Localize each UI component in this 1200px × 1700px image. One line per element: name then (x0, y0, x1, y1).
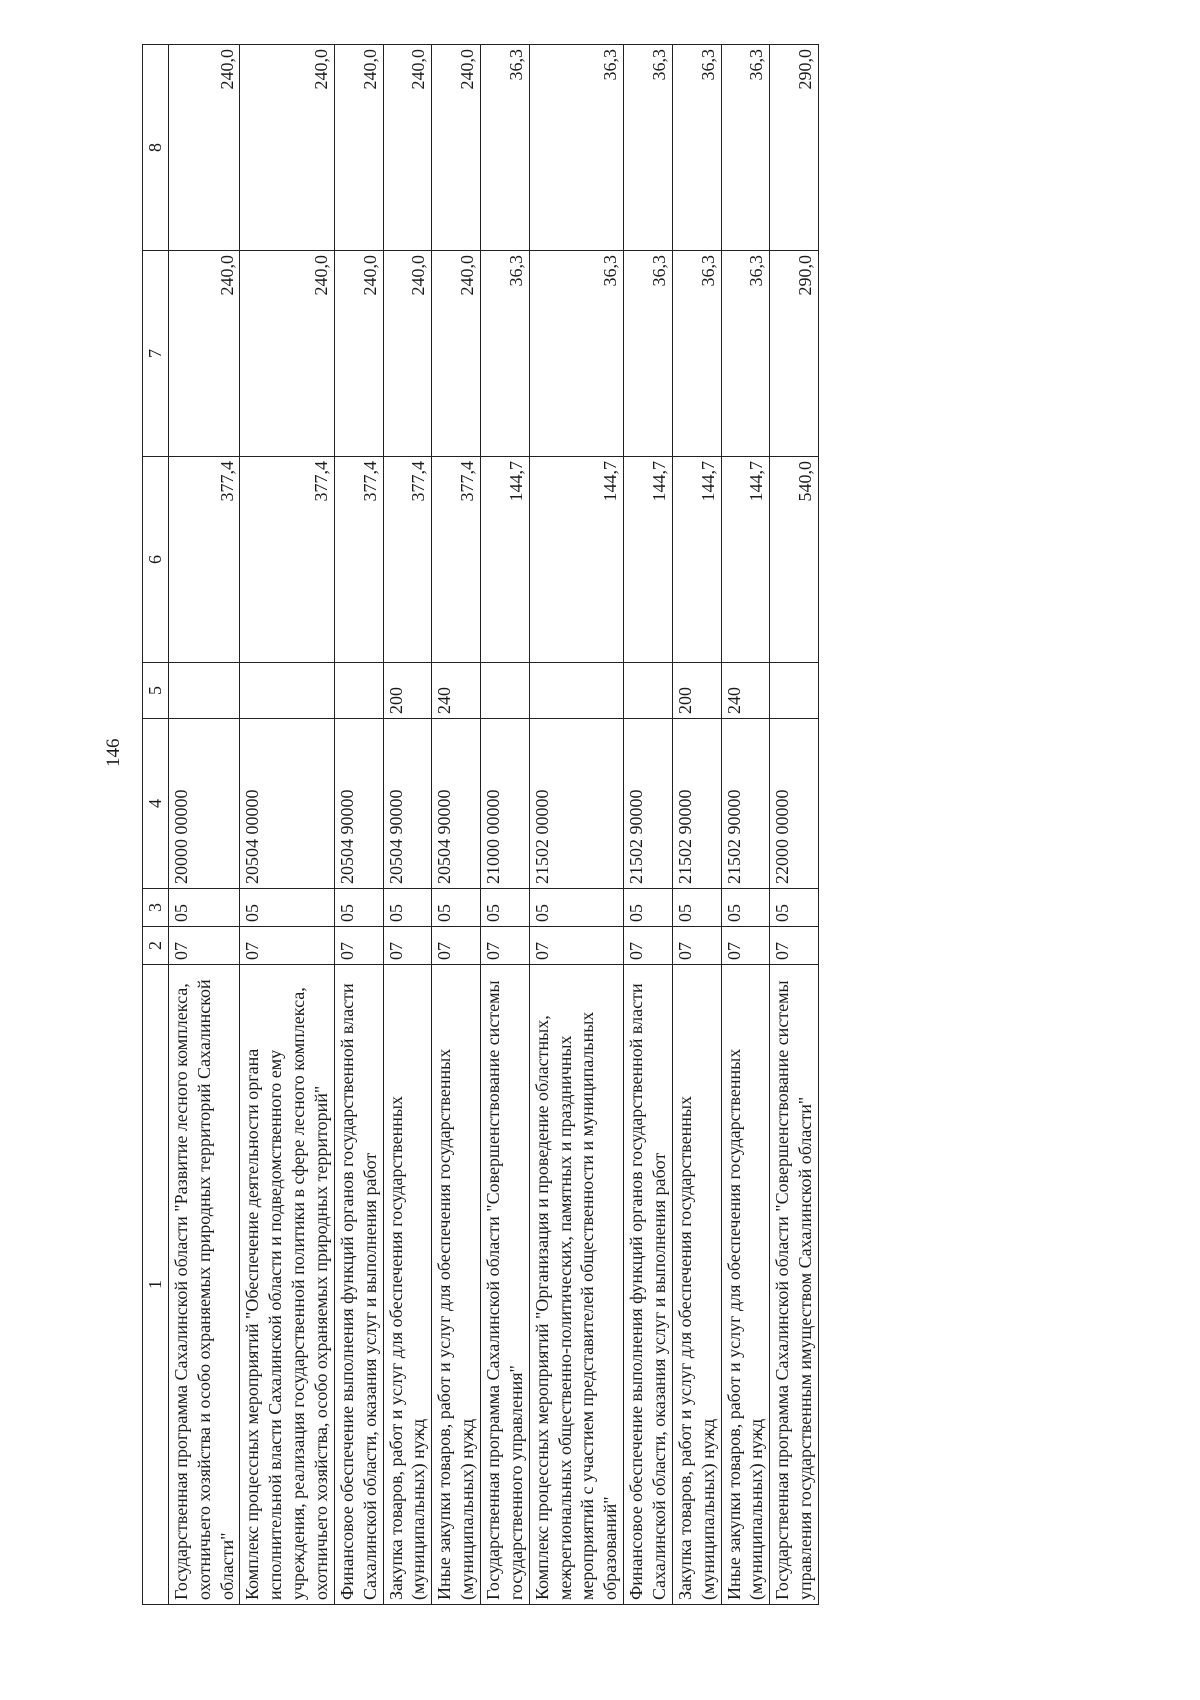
table-row (672, 45, 721, 1605)
amount-col8-cell: 36,3 (529, 45, 623, 251)
amount-col7-cell: 240,0 (168, 251, 240, 457)
row-name-cell: Комплекс процессных мероприятий "Организация и проведение областных, межрегиональных общественно-политических, памятных и праздничных мероприятий с участием представителей общественности и муниципальных образований" (529, 965, 623, 1605)
table-row (481, 45, 530, 1605)
amount-col6-cell: 377,4 (432, 457, 481, 663)
target-article-cell: 20504 90000 (432, 719, 481, 889)
amount-col7-cell: 290,0 (770, 251, 819, 457)
row-name-cell: Закупка товаров, работ и услуг для обеспечения государственных (муниципальных) нужд (672, 965, 721, 1605)
target-article-cell: 21502 90000 (721, 719, 770, 889)
section-code-cell: 07 (432, 927, 481, 965)
expense-type-cell: 240 (432, 663, 481, 719)
subsection-code-cell: 05 (168, 889, 240, 927)
amount-col6-cell: 144,7 (481, 457, 530, 663)
section-code-cell: 07 (481, 927, 530, 965)
amount-col8-cell: 290,0 (770, 45, 819, 251)
col-header-4: 4 (143, 719, 169, 889)
subsection-code-cell: 05 (721, 889, 770, 927)
subsection-code-cell: 05 (770, 889, 819, 927)
target-article-cell: 21000 00000 (481, 719, 530, 889)
row-name-cell: Государственная программа Сахалинской области "Совершенствование системы управления государственным имуществом Сахалинской области" (770, 965, 819, 1605)
row-name-cell: Финансовое обеспечение выполнения функций органов государственной власти Сахалинской области, оказания услуг и выполнения работ (624, 965, 673, 1605)
row-name-cell: Иные закупки товаров, работ и услуг для обеспечения государственных (муниципальных) нужд (721, 965, 770, 1605)
section-code-cell: 07 (770, 927, 819, 965)
expense-type-cell (529, 663, 623, 719)
amount-col8-cell: 240,0 (168, 45, 240, 251)
amount-col8-cell: 240,0 (240, 45, 334, 251)
page-number: 146 (103, 738, 124, 767)
amount-col8-cell: 36,3 (672, 45, 721, 251)
table-row (529, 45, 623, 1605)
section-code-cell: 07 (383, 927, 432, 965)
subsection-code-cell: 05 (334, 889, 383, 927)
section-code-cell: 07 (672, 927, 721, 965)
amount-col7-cell: 36,3 (624, 251, 673, 457)
amount-col6-cell: 377,4 (383, 457, 432, 663)
amount-col8-cell: 36,3 (624, 45, 673, 251)
table-row (432, 45, 481, 1605)
subsection-code-cell: 05 (432, 889, 481, 927)
row-name-cell: Государственная программа Сахалинской области "Развитие лесного комплекса, охотничьего хозяйства и особо охраняемых природных территорий Сахалинской области" (168, 965, 240, 1605)
section-code-cell: 07 (529, 927, 623, 965)
table-row (721, 45, 770, 1605)
amount-col6-cell: 144,7 (529, 457, 623, 663)
expense-type-cell (240, 663, 334, 719)
target-article-cell: 20504 00000 (240, 719, 334, 889)
col-header-5: 5 (143, 663, 169, 719)
amount-col7-cell: 240,0 (432, 251, 481, 457)
table-row (240, 45, 334, 1605)
subsection-code-cell: 05 (383, 889, 432, 927)
subsection-code-cell: 05 (529, 889, 623, 927)
budget-table-container (142, 45, 1112, 1605)
subsection-code-cell: 05 (624, 889, 673, 927)
table-row (334, 45, 383, 1605)
expense-type-cell (481, 663, 530, 719)
section-code-cell: 07 (624, 927, 673, 965)
amount-col7-cell: 240,0 (240, 251, 334, 457)
amount-col6-cell: 144,7 (721, 457, 770, 663)
row-name-cell: Закупка товаров, работ и услуг для обеспечения государственных (муниципальных) нужд (383, 965, 432, 1605)
target-article-cell: 20504 90000 (383, 719, 432, 889)
amount-col6-cell: 377,4 (334, 457, 383, 663)
subsection-code-cell: 05 (672, 889, 721, 927)
row-name-cell: Иные закупки товаров, работ и услуг для обеспечения государственных (муниципальных) нужд (432, 965, 481, 1605)
expense-type-cell (624, 663, 673, 719)
amount-col7-cell: 36,3 (529, 251, 623, 457)
target-article-cell: 21502 90000 (672, 719, 721, 889)
expense-type-cell: 240 (721, 663, 770, 719)
amount-col6-cell: 144,7 (672, 457, 721, 663)
section-code-cell: 07 (168, 927, 240, 965)
expense-type-cell: 200 (383, 663, 432, 719)
amount-col7-cell: 36,3 (672, 251, 721, 457)
amount-col8-cell: 240,0 (383, 45, 432, 251)
col-header-1: 1 (143, 965, 169, 1605)
amount-col6-cell: 377,4 (240, 457, 334, 663)
amount-col8-cell: 240,0 (334, 45, 383, 251)
target-article-cell: 21502 00000 (529, 719, 623, 889)
amount-col8-cell: 240,0 (432, 45, 481, 251)
col-header-7: 7 (143, 251, 169, 457)
amount-col8-cell: 36,3 (721, 45, 770, 251)
target-article-cell: 21502 90000 (624, 719, 673, 889)
section-code-cell: 07 (334, 927, 383, 965)
subsection-code-cell: 05 (481, 889, 530, 927)
row-name-cell: Финансовое обеспечение выполнения функций органов государственной власти Сахалинской области, оказания услуг и выполнения работ (334, 965, 383, 1605)
col-header-2: 2 (143, 927, 169, 965)
target-article-cell: 20000 00000 (168, 719, 240, 889)
amount-col7-cell: 240,0 (383, 251, 432, 457)
target-article-cell: 20504 90000 (334, 719, 383, 889)
amount-col6-cell: 540,0 (770, 457, 819, 663)
amount-col7-cell: 36,3 (481, 251, 530, 457)
expense-type-cell (334, 663, 383, 719)
target-article-cell: 22000 00000 (770, 719, 819, 889)
amount-col6-cell: 144,7 (624, 457, 673, 663)
table-row (383, 45, 432, 1605)
expense-type-cell (770, 663, 819, 719)
table-body (168, 45, 818, 1605)
budget-table (142, 44, 819, 1605)
col-header-3: 3 (143, 889, 169, 927)
subsection-code-cell: 05 (240, 889, 334, 927)
section-code-cell: 07 (240, 927, 334, 965)
amount-col7-cell: 36,3 (721, 251, 770, 457)
table-row (770, 45, 819, 1605)
table-row (168, 45, 240, 1605)
expense-type-cell: 200 (672, 663, 721, 719)
col-header-6: 6 (143, 457, 169, 663)
expense-type-cell (168, 663, 240, 719)
row-name-cell: Государственная программа Сахалинской области "Совершенствование системы государственного управления" (481, 965, 530, 1605)
row-name-cell: Комплекс процессных мероприятий "Обеспечение деятельности органа исполнительной власти Сахалинской области и подведомственного ему учреждения, реализация государственной политики в сфере лесного комплекса, охотничьего хозяйства, особо охраняемых природных территорий" (240, 965, 334, 1605)
col-header-8: 8 (143, 45, 169, 251)
section-code-cell: 07 (721, 927, 770, 965)
amount-col7-cell: 240,0 (334, 251, 383, 457)
table-row (624, 45, 673, 1605)
amount-col8-cell: 36,3 (481, 45, 530, 251)
header-row (143, 45, 169, 1605)
amount-col6-cell: 377,4 (168, 457, 240, 663)
